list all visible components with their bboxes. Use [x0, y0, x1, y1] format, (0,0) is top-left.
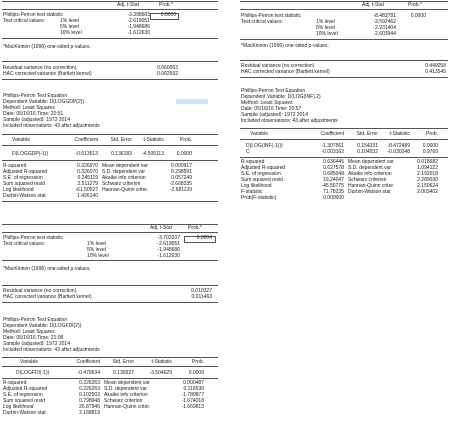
var-value: 0.449058 [425, 63, 446, 69]
stat-value: 0.102503 [79, 392, 100, 398]
col-prob: Prob. [426, 131, 438, 137]
col-prob: Prob. [180, 137, 192, 143]
eq-obs [240, 118, 448, 124]
stat-label: Akaike info criterion [102, 175, 146, 181]
eq-line: Method: Least Squares [241, 100, 293, 106]
stat-value: 26.87946 [79, 404, 100, 410]
coef-prob: 0.0000 [176, 151, 192, 157]
stat-label: S.E. of regression [241, 171, 281, 177]
stat-label: Mean dependent var [348, 159, 394, 165]
col-std-error: Std. Error [112, 359, 134, 365]
stat-label: Akaike info criterion [348, 171, 392, 177]
col-coefficient: Coefficient [320, 131, 344, 137]
crit-level: 10% level [316, 31, 338, 37]
stat-label: Hannan-Quinn criter. [104, 404, 151, 410]
crit-level: 5% level [316, 25, 335, 31]
stat-value: 19.24047 [323, 177, 344, 183]
stat-value: 0.298591 [171, 169, 192, 175]
crit-level: 1% level [60, 18, 79, 24]
stat-label: Prob(F-statistic) [241, 195, 277, 201]
var-value: 0.010327 [191, 288, 212, 294]
stat-value: -2.668335 [169, 181, 192, 187]
prob-header: Prob.* [188, 225, 202, 231]
coef-t-stat: -0.030248 [387, 149, 410, 155]
eq-line: Included observations: 43 after adjustments [3, 347, 100, 353]
coef-row [2, 151, 218, 157]
stat-label: R-squared [3, 163, 27, 169]
coef-header-row [2, 359, 218, 365]
mackinnon-note [240, 43, 448, 49]
coef-prob: 0.9760 [422, 149, 438, 155]
selection-highlight [176, 99, 208, 104]
crit-level: 1% level [316, 19, 335, 25]
stat-label: S.E. of regression [3, 392, 43, 398]
crit-10pct-row [2, 253, 218, 259]
stat-label: Log likelihood [3, 187, 34, 193]
stat-label: S.D. dependent var [104, 386, 148, 392]
var-label: Residual variance (no correction) [3, 288, 77, 294]
var-label: HAC corrected variance (Bartlett kernel) [3, 294, 92, 300]
stat-value: 0.685048 [323, 171, 344, 177]
crit-level: 5% level [87, 247, 106, 253]
stat-label: Schwarz criterion [102, 181, 141, 187]
col-variable: Variable [12, 137, 30, 143]
pp-stat-value: -3.398683 [127, 12, 150, 18]
stat-value: 2.511279 [77, 181, 98, 187]
var-value: 0.060053 [157, 65, 178, 71]
crit-label: Test critical values: [3, 18, 45, 24]
coef-t-stat: -8.472489 [387, 143, 410, 149]
stat-label: F-statistic [241, 189, 263, 195]
stat-label: Mean dependent var [104, 380, 150, 386]
stat-label: Durbin-Watson stat [3, 193, 46, 199]
eq-line: Method: Least Squares [3, 329, 55, 335]
crit-level: 10% level [60, 30, 82, 36]
pp-output-gdp [2, 0, 218, 206]
stat-value: 0.018682 [417, 159, 438, 165]
mackinnon-note [2, 266, 218, 272]
stat-value: -1.674018 [181, 398, 204, 404]
stat-value: 0.116530 [183, 386, 204, 392]
mackinnon-note [2, 44, 218, 50]
stat-value: 0.326070 [77, 163, 98, 169]
pp-stat-prob: 0.0000 [160, 12, 176, 18]
col-prob: Prob. [192, 359, 204, 365]
pp-stat-label: Phillips-Perron test statistic [241, 13, 302, 19]
coef-header-row [240, 131, 448, 137]
stat-label: Durbin-Watson stat [348, 189, 391, 195]
coef-header-row [2, 137, 218, 143]
coef-variable: D(LOGGDP(-1)) [12, 151, 49, 157]
stat-value: 2.003402 [417, 189, 438, 195]
eq-line: Sample (adjusted): 1972 2014 [241, 112, 308, 118]
stat-value: 71.78235 [323, 189, 344, 195]
coef-value: -0.479634 [77, 370, 100, 376]
stat-label: R-squared [3, 380, 27, 386]
stats-row [2, 193, 218, 199]
stat-value: 0.326070 [77, 169, 98, 175]
eq-obs [2, 123, 218, 129]
crit-level: 1% level [87, 241, 106, 247]
eq-obs [2, 347, 218, 353]
coef-std-error: 0.104532 [357, 149, 378, 155]
coef-std-error: 0.136183 [111, 151, 132, 157]
coef-variable: D(LOG(INF(-1))) [246, 143, 283, 149]
eq-line: Date: 05/16/16 Time: 21:08 [3, 335, 64, 341]
var-value: 0.413545 [425, 69, 446, 75]
var-value: 0.011463 [191, 294, 212, 300]
col-std-error: Std. Error [356, 131, 378, 137]
stat-label: R-squared [241, 159, 265, 165]
stat-value: 0.636445 [323, 159, 344, 165]
col-variable: Variable [20, 359, 38, 365]
crit-value: -1.612630 [127, 30, 150, 36]
pp-stat-prob: 0.0004 [196, 235, 212, 241]
hac-variance-row [2, 294, 218, 300]
crit-value: -2.619051 [127, 18, 150, 24]
crit-value: -3.592462 [373, 19, 396, 25]
crit-value: -1.948686 [127, 24, 150, 30]
stat-label: S.D. dependent var [348, 165, 392, 171]
stat-label: Durbin-Watson stat [3, 410, 46, 416]
crit-value: -2.931404 [373, 25, 396, 31]
stat-value: 2.168819 [79, 410, 100, 416]
eq-line: Method: Least Squares [3, 105, 55, 111]
hac-variance-row [2, 71, 218, 77]
stat-label: Adjusted R-squared [241, 165, 286, 171]
stat-value: -61.50527 [75, 187, 98, 193]
hac-variance-row [240, 69, 448, 75]
crit-10pct-row [240, 31, 448, 37]
stat-value: 0.798948 [79, 398, 100, 404]
coef-std-error: 0.136927 [113, 370, 134, 376]
crit-level: 5% level [60, 24, 79, 30]
pp-stat-label: Phillips-Perron test statistic [3, 235, 64, 241]
note-text: *MacKinnon (1996) one-sided p-values. [241, 43, 329, 49]
col-t-statistic: t-Statistic [143, 137, 164, 143]
note-text: *MacKinnon (1996) one-sided p-values. [3, 44, 91, 50]
adj-tstat-header: Adj. t-Stat [362, 2, 384, 8]
stat-label: S.D. dependent var [102, 169, 146, 175]
stat-label: Adjusted R-squared [3, 386, 48, 392]
stat-value: 0.245119 [77, 175, 98, 181]
crit-label: Test critical values: [3, 241, 45, 247]
col-t-statistic: t-Statistic [389, 131, 410, 137]
eq-line: Phillips-Perron Test Equation [3, 93, 68, 99]
stats-row [2, 410, 218, 416]
pp-stat-value: -3.703337 [157, 235, 180, 241]
stat-label: Hannan-Quinn criter. [102, 187, 149, 193]
col-coefficient: Coefficient [74, 137, 98, 143]
eq-line: Dependent Variable: D(LOG(INF),2) [241, 94, 321, 100]
coef-variable: C [246, 149, 250, 155]
col-variable: Variable [250, 131, 268, 137]
eq-line: Date: 05/16/16 Time: 20:57 [241, 106, 302, 112]
stats-row [240, 195, 448, 201]
stat-value: 0.000487 [183, 380, 204, 386]
var-label: HAC corrected variance (Bartlett kernel) [3, 71, 92, 77]
eq-line: Phillips-Perron Test Equation [241, 88, 306, 94]
crit-value: -2.603944 [373, 31, 396, 37]
stat-value: -1.780877 [181, 392, 204, 398]
col-std-error: Std. Error [110, 137, 132, 143]
stat-value: 1.094122 [417, 165, 438, 171]
eq-line: Included observations: 43 after adjustments [241, 118, 338, 124]
stat-value: -45.56775 [321, 183, 344, 189]
stat-value: 1.426140 [77, 193, 98, 199]
eq-line: Included observations: 43 after adjustments [3, 123, 100, 129]
coef-value: -1.307561 [321, 143, 344, 149]
coef-value: -0.613613 [75, 151, 98, 157]
stat-label: Log likelihood [3, 404, 34, 410]
col-t-statistic: t-Statistic [151, 359, 172, 365]
stat-label: Sum squared resid [241, 177, 283, 183]
coef-std-error: 0.154331 [357, 143, 378, 149]
stat-label: Schwarz criterion [104, 398, 143, 404]
stat-label: Schwarz criterion [348, 177, 387, 183]
stat-value: 0.627578 [323, 165, 344, 171]
prob-header: Prob.* [159, 2, 173, 8]
col-coefficient: Coefficient [76, 359, 100, 365]
stat-value: 2.192018 [417, 171, 438, 177]
pp-stat-prob: 0.0000 [410, 13, 426, 19]
eq-line: Sample (adjusted): 1972 2014 [3, 117, 70, 123]
eq-line: Sample (adjusted): 1972 2014 [3, 341, 70, 347]
coef-prob: 0.0009 [188, 370, 204, 376]
pp-output-fdi [2, 210, 218, 424]
crit-value: -1.948686 [157, 247, 180, 253]
stat-label: Adjusted R-squared [3, 169, 48, 175]
stat-value: -2.681139 [169, 187, 192, 193]
crit-value: -1.612630 [157, 253, 180, 259]
pp-stat-label: Phillips-Perron test statistic [3, 12, 64, 18]
var-label: HAC corrected variance (Bartlett kernel) [241, 69, 330, 75]
crit-level: 10% level [87, 253, 109, 259]
stat-value: 0.000917 [171, 163, 192, 169]
stat-value: 0.226263 [79, 386, 100, 392]
coef-row [240, 149, 448, 155]
var-value: 0.062592 [157, 71, 178, 77]
stat-label: Hannan-Quinn criter. [348, 183, 395, 189]
stat-value: 2.150624 [417, 183, 438, 189]
coef-prob: 0.0000 [422, 143, 438, 149]
stat-value: 2.289030 [417, 177, 438, 183]
pp-stat-value: -8.483781 [373, 13, 396, 19]
adj-tstat-header: Adj. t-Stat [117, 2, 139, 8]
eq-line: Dependent Variable: D(LOGGDP(2)) [3, 99, 85, 105]
eq-line: Date: 05/16/16 Time: 20:51 [3, 111, 64, 117]
coef-value: -0.003162 [321, 149, 344, 155]
eq-line: Phillips-Perron Test Equation [3, 317, 68, 323]
stat-label: Mean dependent var [102, 163, 148, 169]
crit-10pct-row [2, 30, 218, 36]
stat-value: 0.000000 [323, 195, 344, 201]
adj-tstat-header: Adj. t-Stat [150, 225, 172, 231]
eq-line: Dependent Variable: D(LOGFDI(2)) [3, 323, 82, 329]
stat-value: 0.226263 [79, 380, 100, 386]
stat-label: Sum squared resid [3, 181, 45, 187]
coef-row [2, 370, 218, 376]
stat-label: Log likelihood [241, 183, 272, 189]
var-label: Residual variance (no correction) [3, 65, 77, 71]
crit-label: Test critical values: [241, 19, 283, 25]
stat-label: S.E. of regression [3, 175, 43, 181]
stat-label: Akaike info criterion [104, 392, 148, 398]
note-text: *MacKinnon (1996) one-sided p-values. [3, 266, 91, 272]
var-label: Residual variance (no correction) [241, 63, 315, 69]
stat-label: Sum squared resid [3, 398, 45, 404]
crit-value: -2.619051 [157, 241, 180, 247]
coef-variable: D(LOGFDI(-1)) [16, 370, 50, 376]
stat-value: -1.669813 [181, 404, 204, 410]
pp-output-inf [240, 0, 448, 200]
stat-value: 0.057249 [171, 175, 192, 181]
prob-header: Prob.* [408, 2, 422, 8]
coef-t-stat: -4.505113 [141, 151, 164, 157]
coef-t-stat: -3.504629 [149, 370, 172, 376]
